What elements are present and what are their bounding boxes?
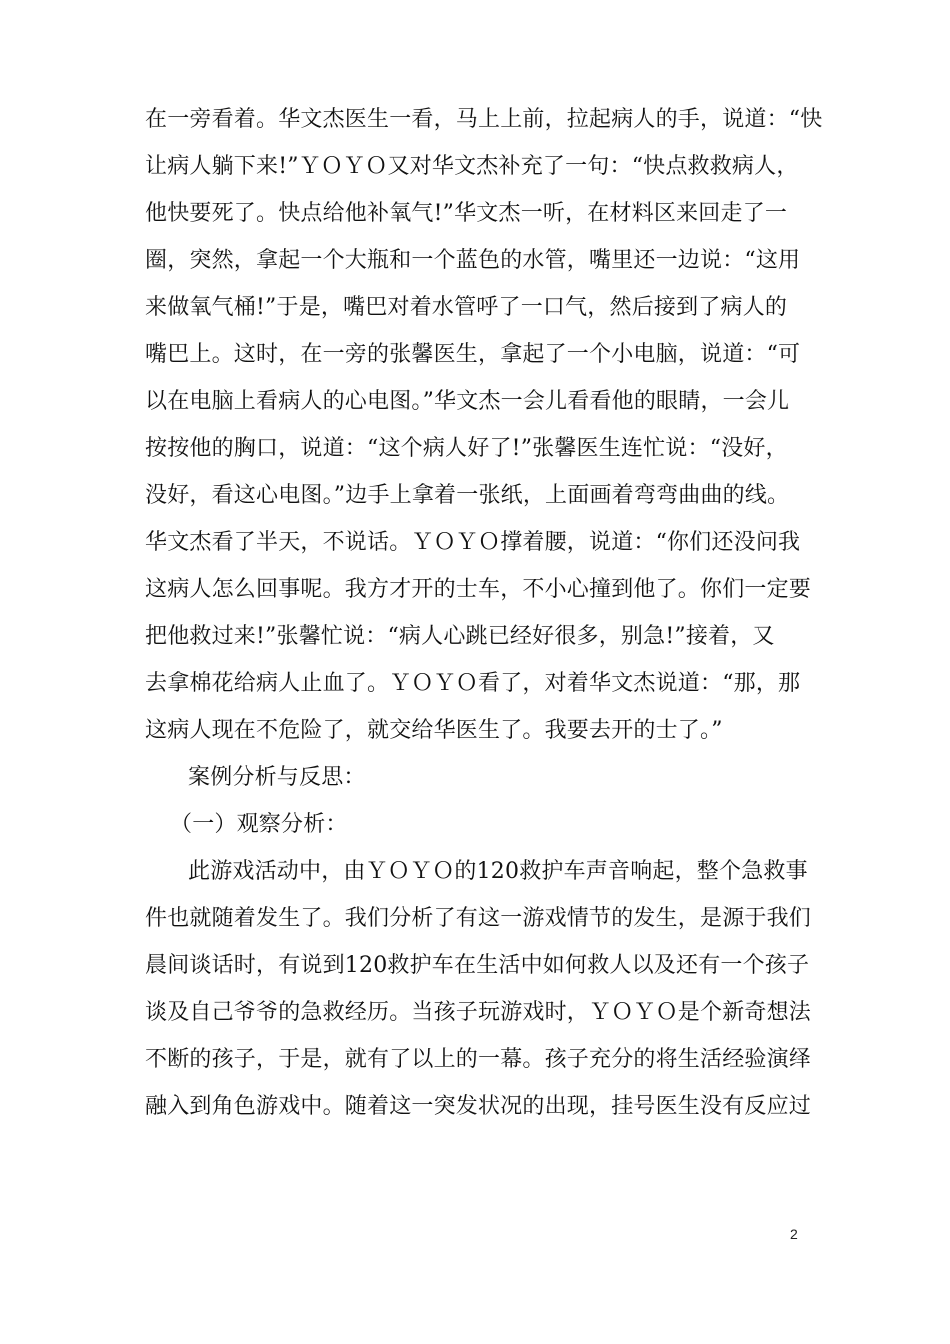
subsection-heading: （一）观察分析： <box>170 812 348 837</box>
paragraph-line: 来做氧气桶!”于是，嘴巴对着水管呼了一口气，然后接到了病人的 <box>145 295 788 320</box>
paragraph-line: 他快要死了。快点给他补氧气!”华文杰一听，在材料区来回走了一 <box>145 201 788 226</box>
paragraph-line: 在一旁看着。华文杰医生一看，马上上前，拉起病人的手，说道：“快 <box>145 107 823 132</box>
paragraph-line: 这病人现在不危险了，就交给华医生了。我要去开的士了。” <box>145 718 723 743</box>
paragraph-line: 晨间谈话时，有说到120救护车在生活中如何救人以及还有一个孩子 <box>145 953 810 978</box>
paragraph-line: 按按他的胸口，说道：“这个病人好了!”张馨医生连忙说：“没好， <box>145 436 788 461</box>
paragraph-line: 谈及自己爷爷的急救经历。当孩子玩游戏时，ＹＯＹＯ是个新奇想法 <box>145 1000 812 1025</box>
paragraph-line: 融入到角色游戏中。随着这一突发状况的出现，挂号医生没有反应过 <box>145 1094 812 1119</box>
paragraph-line: 嘴巴上。这时，在一旁的张馨医生，拿起了一个小电脑，说道：“可 <box>145 342 801 367</box>
paragraph-line: 不断的孩子，于是，就有了以上的一幕。孩子充分的将生活经验演绎 <box>145 1047 812 1072</box>
paragraph-line: 圈，突然，拿起一个大瓶和一个蓝色的水管，嘴里还一边说：“这用 <box>145 248 801 273</box>
paragraph-line: 这病人怎么回事呢。我方才开的士车，不小心撞到他了。你们一定要 <box>145 577 812 602</box>
paragraph-line: 让病人躺下来!”ＹＯＹＯ又对华文杰补充了一句：“快点救救病人， <box>145 154 799 179</box>
paragraph-line: 件也就随着发生了。我们分析了有这一游戏情节的发生，是源于我们 <box>145 906 812 931</box>
paragraph-line: 去拿棉花给病人止血了。ＹＯＹＯ看了，对着华文杰说道：“那，那 <box>145 671 801 696</box>
paragraph-line: 把他救过来!”张馨忙说：“病人心跳已经好很多，别急!”接着，又 <box>145 624 775 649</box>
paragraph-line: 华文杰看了半天，不说话。ＹＯＹＯ撑着腰，说道：“你们还没问我 <box>145 530 801 555</box>
paragraph-line: 没好，看这心电图。”边手上拿着一张纸，上面画着弯弯曲曲的线。 <box>145 483 790 508</box>
paragraph-line: 以在电脑上看病人的心电图。”华文杰一会儿看看他的眼睛，一会儿 <box>145 389 790 414</box>
page-number: 2 <box>790 1226 798 1242</box>
section-heading: 案例分析与反思： <box>188 765 366 790</box>
paragraph-line: 此游戏活动中，由ＹＯＹＯ的120救护车声音响起，整个急救事 <box>188 859 808 884</box>
